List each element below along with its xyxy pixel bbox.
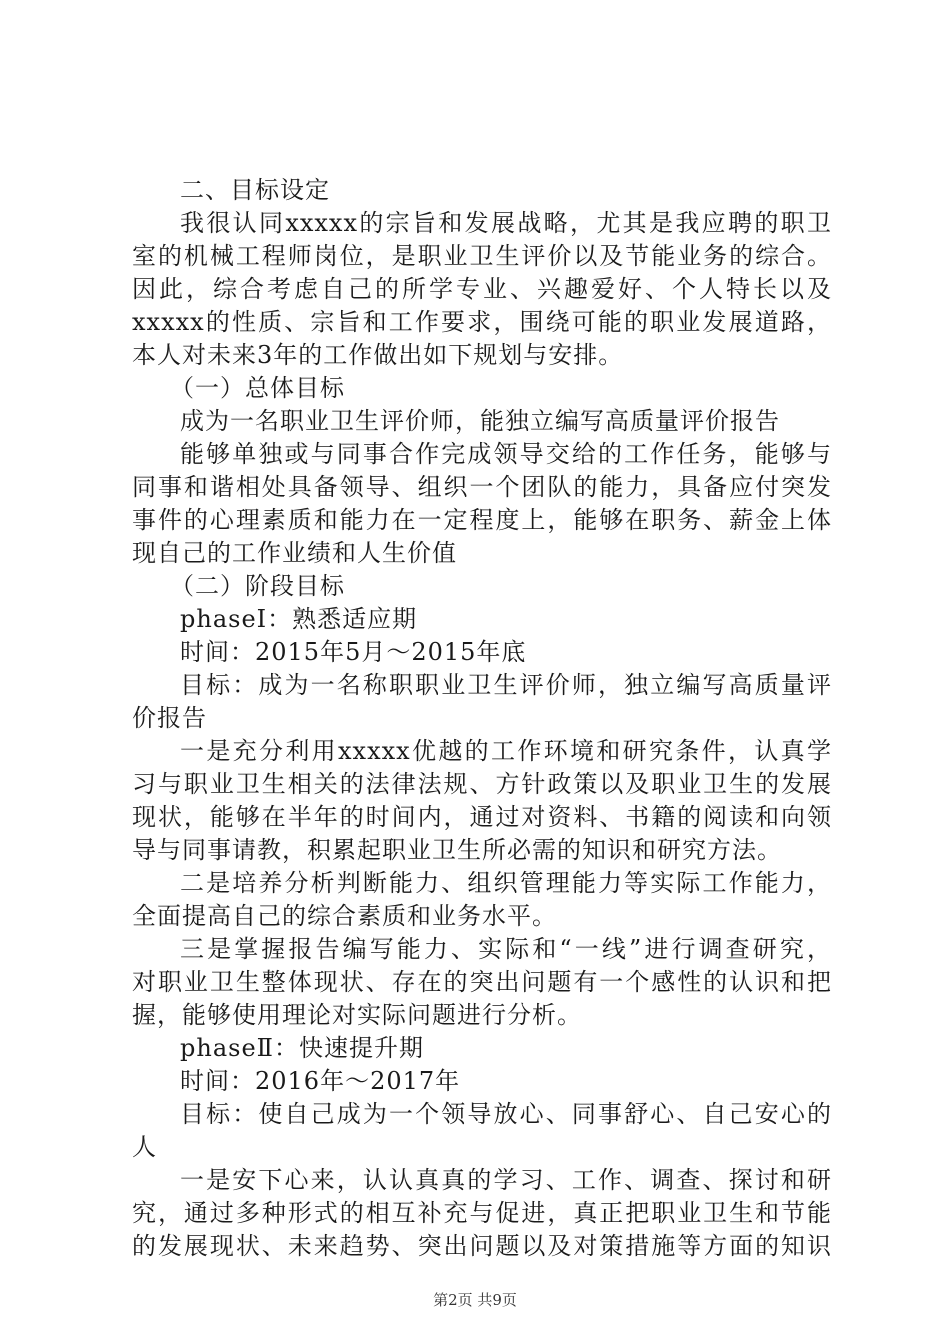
phase-time: 时间：2015年5月～2015年底 [180,638,527,666]
phase-heading: phaseⅠ：熟悉适应期 [180,605,418,633]
paragraph-line: 三是掌握报告编写能力、实际和“一线”进行调查研究， [180,935,832,963]
paragraph-line: 成为一名职业卫生评价师，能独立编写高质量评价报告 [180,407,780,435]
paragraph-line: 一是安下心来，认认真真的学习、工作、调查、探讨和研 [180,1166,832,1194]
paragraph-line: 能够单独或与同事合作完成领导交给的工作任务，能够与 [180,440,832,468]
paragraph-line: 价报告 [132,704,207,732]
paragraph-line: xxxxx的性质、宗旨和工作要求，围绕可能的职业发展道路， [132,308,832,336]
phase-heading: phaseⅡ：快速提升期 [180,1034,424,1062]
paragraph-line: 对职业卫生整体现状、存在的突出问题有一个感性的认识和把 [132,968,832,996]
paragraph-line: 一是充分利用xxxxx优越的工作环境和研究条件，认真学 [180,737,832,765]
paragraph-line: 全面提高自己的综合素质和业务水平。 [132,902,557,930]
paragraph-line: 我很认同xxxxx的宗旨和发展战略，尤其是我应聘的职卫 [180,209,832,237]
subsection-heading: （一）总体目标 [170,374,345,402]
paragraph-line: 究，通过多种形式的相互补充与促进，真正把职业卫生和节能 [132,1199,832,1227]
page-number-footer: 第2页 共9页 [433,1291,517,1309]
phase-time: 时间：2016年～2017年 [180,1067,461,1095]
paragraph-line: 本人对未来3年的工作做出如下规划与安排。 [132,341,624,369]
paragraph-line: 习与职业卫生相关的法律法规、方针政策以及职业卫生的发展 [132,770,832,798]
paragraph-line: 人 [132,1133,157,1161]
paragraph-line: 因此，综合考虑自己的所学专业、兴趣爱好、个人特长以及 [132,275,832,303]
paragraph-line: 现状，能够在半年的时间内，通过对资料、书籍的阅读和向领 [132,803,832,831]
paragraph-line: 现自己的工作业绩和人生价值 [132,539,457,567]
paragraph-line: 室的机械工程师岗位，是职业卫生评价以及节能业务的综合。 [132,242,832,270]
section-heading: 二、目标设定 [180,176,330,204]
paragraph-line: 事件的心理素质和能力在一定程度上，能够在职务、薪金上体 [132,506,832,534]
phase-goal: 目标：成为一名称职职业卫生评价师，独立编写高质量评 [180,671,832,699]
paragraph-line: 二是培养分析判断能力、组织管理能力等实际工作能力， [180,869,832,897]
paragraph-line: 导与同事请教，积累起职业卫生所必需的知识和研究方法。 [132,836,782,864]
subsection-heading: （二）阶段目标 [170,572,345,600]
paragraph-line: 同事和谐相处具备领导、组织一个团队的能力，具备应付突发 [132,473,832,501]
phase-goal: 目标：使自己成为一个领导放心、同事舒心、自己安心的 [180,1100,832,1128]
paragraph-line: 的发展现状、未来趋势、突出问题以及对策措施等方面的知识 [132,1232,832,1260]
paragraph-line: 握，能够使用理论对实际问题进行分析。 [132,1001,582,1029]
